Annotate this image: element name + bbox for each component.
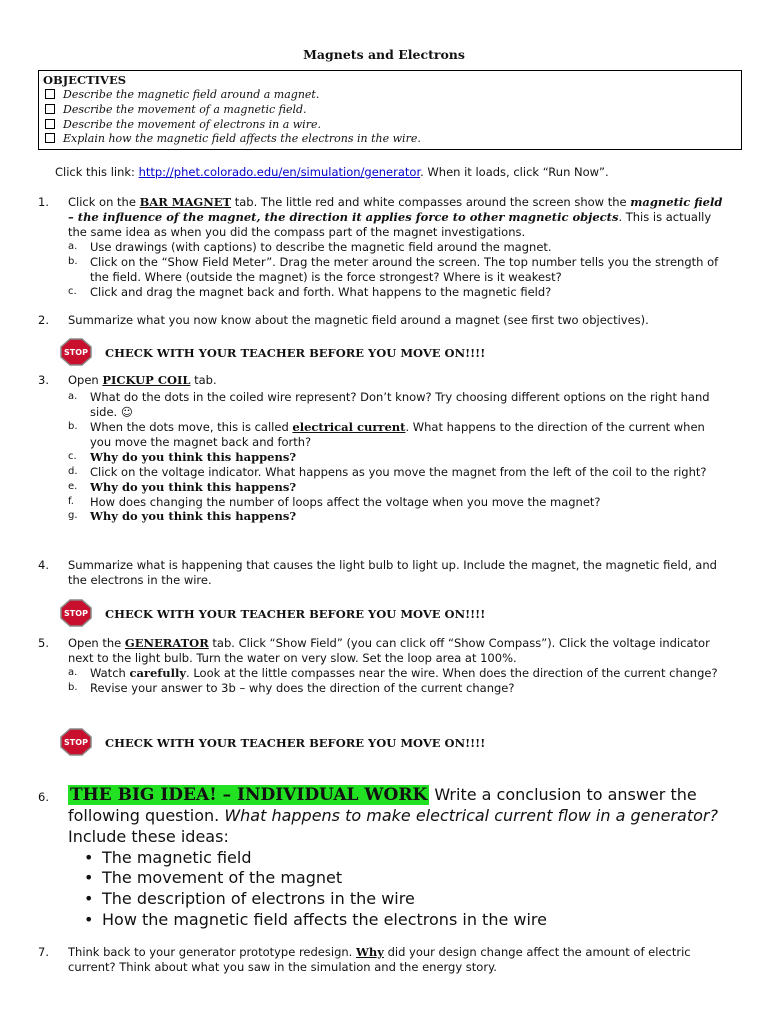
question-1b: b. Click on the “Show Field Meter”. Drag the meter around the screen. The top number tells you the strength of the field. Where (outside the magnet) is the force strongest? Where is it weakest? [68, 254, 719, 284]
checkbox-icon[interactable] [45, 133, 55, 143]
question-1a: a. Use drawings (with captions) to describe the magnetic field around the magnet. [68, 239, 552, 254]
checkbox-icon[interactable] [45, 89, 55, 99]
question-3e: e. Why do you think this happens? [68, 479, 297, 494]
question-3f: f. How does changing the number of loops affect the voltage when you move the magnet? [68, 494, 601, 509]
stop-sign-icon [60, 728, 92, 756]
question-5b: b. Revise your answer to 3b – why does the direction of the current change? [68, 680, 515, 695]
question-5: 5. Open the GENERATOR tab. Click “Show Field” (you can click off “Show Compass”). Click the voltage indicator next to the light bulb. Turn the water on very slow. Set the loop area at 100%. a. Watch carefully. Look at the little compasses near the wire. When does the direction of the current change? b. Revise your answer to 3b – why does the direction of the current change? [38, 636, 728, 696]
question-3a: a. What do the dots in the coiled wire represent? Don’t know? Try choosing different options on the right hand side. ☺ [68, 389, 710, 419]
question-1: 1. Click on the BAR MAGNET tab. The little red and white compasses around the screen show the magnetic field – the influence of the magnet, the direction it applies force to other magnetic objects. This is actually the same idea as when you did the compass part of the magnet investigations. a. Use drawings (with captions) to describe the magnetic field around the magnet. b. Click on the “Show Field Meter”. Drag the meter around the screen. The top number tells you the strength of the field. Where (outside the magnet) is the force strongest? Where is it weakest? c. Click and drag the magnet back and forth. What happens to the magnetic field? [38, 195, 728, 300]
checkbox-icon[interactable] [45, 104, 55, 114]
question-6: 6. THE BIG IDEA! – INDIVIDUAL WORK Write a conclusion to answer the following question. What happens to make electrical current flow in a generator? Include these ideas: • The magnetic field • The movement of the magnet • The description of electrons in the wire • How the magnetic field affects the electrons in the wire [38, 784, 738, 931]
objective-item: Describe the magnetic field around a magnet. [43, 88, 737, 103]
question-3c: c. Why do you think this happens? [68, 449, 297, 464]
stop-sign-icon [60, 338, 92, 366]
question-4: 4. Summarize what is happening that causes the light bulb to light up. Include the magnet, the magnetic field, and the electrons in the wire. [38, 558, 717, 587]
question-3b: b. When the dots move, this is called electrical current. What happens to the direction of the current when you move the magnet back and forth? [68, 419, 705, 449]
stop-sign-icon [60, 599, 92, 627]
svg-text:STOP: STOP [64, 738, 88, 747]
idea-bullet: • The movement of the magnet [102, 868, 738, 889]
objective-item: Explain how the magnetic field affects the electrons in the wire. [43, 132, 737, 147]
big-idea-highlight: THE BIG IDEA! – INDIVIDUAL WORK [70, 785, 428, 805]
question-3g: g. Why do you think this happens? [68, 509, 297, 524]
question-3d: d. Click on the voltage indicator. What happens as you move the magnet from the left of the coil to the right? [68, 464, 707, 479]
svg-text:STOP: STOP [64, 348, 88, 357]
objective-item: Describe the movement of a magnetic field. [43, 103, 737, 118]
page-title: Magnets and Electrons [303, 47, 465, 62]
question-2: 2. Summarize what you now know about the magnetic field around a magnet (see first two objectives). [38, 313, 649, 327]
objectives-box [38, 70, 742, 150]
phet-link[interactable]: http://phet.colorado.edu/en/simulation/generator [138, 165, 421, 179]
objective-item: Describe the movement of electrons in a wire. [43, 118, 737, 133]
svg-text:STOP: STOP [64, 609, 88, 618]
question-5a: a. Watch carefully. Look at the little compasses near the wire. When does the direction of the current change? [68, 665, 718, 680]
question-3: 3. Open PICKUP COIL tab. a. What do the dots in the coiled wire represent? Don’t know? Try choosing different options on the right hand side. ☺ b. When the dots move, this is called electrical current. What happens to the direction of the current when you move the magnet back and forth? c. Why do you think this happens? d. Click on the voltage indicator. What happens as you move the magnet from the left of the coil to the right? e. Why do you think this happens? f. How does changing the number of loops affect the voltage when you move the magnet? g. Why do you think this happens? [38, 373, 728, 524]
checkbox-icon[interactable] [45, 119, 55, 129]
intro-line: Click this link: http://phet.colorado.edu/en/simulation/generator. When it loads, click “Run Now”. [55, 165, 609, 179]
idea-bullet: • How the magnetic field affects the electrons in the wire [102, 910, 738, 931]
question-7: 7. Think back to your generator prototype redesign. Why did your design change affect the amount of electric current? Think about what you saw in the simulation and the energy story. [38, 945, 691, 974]
idea-bullet: • The magnetic field [102, 848, 738, 869]
question-1c: c. Click and drag the magnet back and forth. What happens to the magnetic field? [68, 284, 552, 299]
idea-bullet: • The description of electrons in the wire [102, 889, 738, 910]
objectives-heading: OBJECTIVES [43, 73, 127, 87]
bar-magnet-tab-name: BAR MAGNET [139, 195, 232, 209]
